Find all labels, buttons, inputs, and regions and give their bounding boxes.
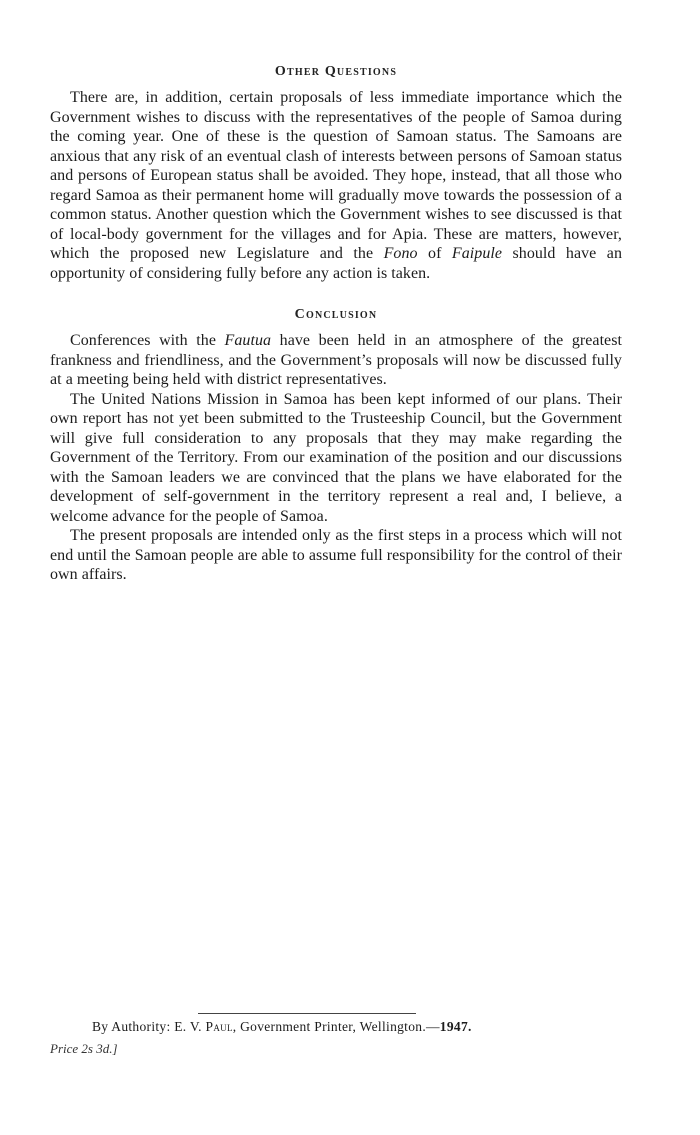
body-paragraph — [50, 331, 622, 390]
body-paragraph — [50, 390, 622, 527]
paragraph-text: The present proposals are intended only as the first steps in a process which will not end until the Samoan people are able to assume full responsibility for the control of their own affairs. — [50, 527, 622, 583]
section-other-questions — [50, 88, 622, 283]
paragraph-text: The United Nations Mission in Samoa has been kept informed of our plans. Their own report has not yet been submitted to the Trusteeship Council, but the Government will give full consideration to any proposals that they may make regarding the Government of the Territory. From our examination of the position and our discussions with the Samoan leaders we are convinced that the plans we have elaborated for the development of self-government in the territory represent a real and, I believe, a welcome advance for the people of Samoa. — [50, 390, 622, 525]
paragraph-text: should have an opportunity of considering fully before any action is taken. — [50, 245, 622, 282]
heading-conclusion: Conclusion — [294, 307, 378, 322]
italic-term: Fautua — [224, 332, 272, 349]
section-conclusion — [50, 331, 622, 585]
paragraph-text: have been held in an atmosphere of the greatest frankness and friendliness, and the Government’s proposals will now be discussed fully at a meeting being held with district representatives. — [50, 332, 622, 388]
printer-name: Paul — [205, 1019, 233, 1034]
body-paragraph — [50, 88, 622, 283]
document-body — [50, 64, 622, 585]
italic-term: Fono — [383, 245, 418, 262]
paragraph-text: Conferences with the — [70, 332, 225, 349]
price-note: Price 2s 3d.] — [50, 1041, 118, 1056]
paragraph-text: of — [417, 245, 452, 262]
footer-divider — [198, 1013, 416, 1014]
authority-prefix: By Authority: E. V. — [92, 1019, 206, 1034]
printer-authority-line — [92, 1019, 472, 1035]
italic-term: Faipule — [451, 245, 503, 262]
heading-other-questions: Other Questions — [274, 64, 398, 79]
printer-details: , Government Printer, Wellington.— — [232, 1019, 440, 1034]
paragraph-text: There are, in addition, certain proposals of less immediate importance which the Government wishes to discuss with the representatives of the people of Samoa during the coming year. One of these is the question of Samoan status. The Samoans are anxious that any risk of an eventual clash of interests between persons of Samoan status and persons of European status shall be avoided. They hope, instead, that all those who regard Samoa as their permanent home will gradually move towards the possession of a common status. Another question which the Government wishes to see discussed is that of local-body government for the villages and for Apia. These are matters, however, which the proposed new Legislature and the — [50, 89, 622, 262]
body-paragraph — [50, 526, 622, 585]
publication-year: 1947. — [439, 1019, 472, 1034]
